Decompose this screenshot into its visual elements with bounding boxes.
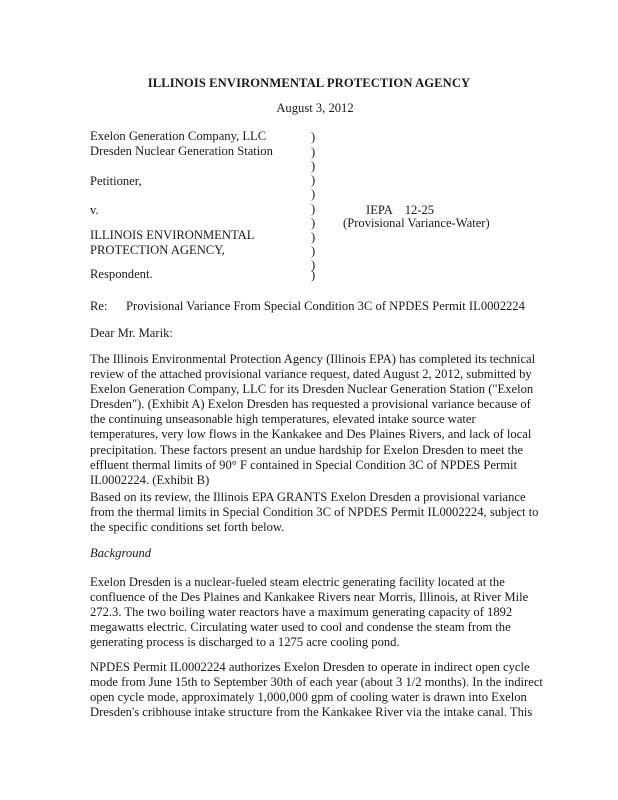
caption-paren: ) bbox=[311, 230, 316, 244]
caption-paren: ) bbox=[311, 244, 316, 258]
caption-paren: ) bbox=[311, 173, 316, 187]
caption-line: v. bbox=[90, 203, 99, 217]
caption-paren: ) bbox=[311, 159, 316, 173]
paragraph-line: precipitation. These factors present an undue hardship for Exelon Dresden to meet the bbox=[90, 442, 524, 457]
caption-line: Exelon Generation Company, LLC bbox=[90, 129, 267, 143]
caption-line: Petitioner, bbox=[90, 174, 142, 188]
caption-line: PROTECTION AGENCY, bbox=[90, 243, 225, 257]
paragraph-line: Dresden"). (Exhibit A) Exelon Dresden has requested a provisional variance because of bbox=[90, 397, 531, 412]
paragraph-line: Based on its review, the Illinois EPA GRANTS Exelon Dresden a provisional variance bbox=[90, 490, 526, 504]
paragraph-line: review of the attached provisional variance request, dated August 2, 2012, submitted by bbox=[90, 367, 532, 382]
body-paragraph-3 bbox=[90, 575, 530, 650]
paragraph-line: IL0002224. (Exhibit B) bbox=[90, 472, 210, 487]
case-number: IEPA 12-25 bbox=[366, 203, 435, 217]
caption-paren: ) bbox=[311, 130, 316, 144]
paragraph-line: Exelon Dresden is a nuclear-fueled steam electric generating facility located at the bbox=[90, 575, 505, 589]
background-heading: Background bbox=[90, 546, 152, 560]
letter-date: August 3, 2012 bbox=[276, 101, 354, 115]
paragraph-line: 272.3. The two boiling water reactors have a maximum generating capacity of 1892 bbox=[90, 605, 513, 620]
paragraph-line: The Illinois Environmental Protection Agency (Illinois EPA) has completed its technical bbox=[90, 352, 536, 366]
paragraph-line: Exelon Generation Company, LLC for its Dresden Nuclear Generation Station ("Exelon bbox=[90, 382, 534, 397]
paragraph-line: from the thermal limits in Special Condition 3C of NPDES Permit IL0002224, subject to bbox=[90, 505, 539, 520]
caption-line: ILLINOIS ENVIRONMENTAL bbox=[90, 228, 255, 242]
paragraph-line: megawatts electric. Circulating water used to cool and condense the steam from the bbox=[90, 620, 511, 635]
paragraph-line: Dresden's cribhouse intake structure from the Kankakee River via the intake canal. This bbox=[90, 705, 533, 720]
paragraph-line: generating process is discharged to a 1275 acre cooling pond. bbox=[90, 635, 400, 650]
case-type: (Provisional Variance-Water) bbox=[343, 216, 490, 230]
caption-line: Respondent. bbox=[90, 267, 153, 281]
paragraph-line: confluence of the Des Plaines and Kankakee Rivers near Morris, Illinois, at River Mile bbox=[90, 590, 529, 605]
paragraph-line: NPDES Permit IL0002224 authorizes Exelon Dresden to operate in indirect open cycle bbox=[90, 660, 530, 674]
caption-paren: ) bbox=[311, 216, 316, 230]
salutation: Dear Mr. Marik: bbox=[90, 326, 173, 340]
agency-title: ILLINOIS ENVIRONMENTAL PROTECTION AGENCY bbox=[147, 76, 471, 90]
caption-paren: ) bbox=[311, 202, 316, 216]
caption-paren: ) bbox=[311, 258, 316, 272]
paragraph-line: temperatures, very low flows in the Kankakee and Des Plaines Rivers, and lack of local bbox=[90, 427, 532, 442]
caption-paren: ) bbox=[311, 268, 316, 282]
paragraph-line: open cycle mode, approximately 1,000,000 gpm of cooling water is drawn into Exelon bbox=[90, 690, 527, 705]
caption-paren: ) bbox=[311, 187, 316, 201]
body-paragraph-4 bbox=[90, 660, 543, 720]
paragraph-line: mode from June 15th to September 30th of each year (about 3 1/2 months). In the indirect bbox=[90, 675, 543, 690]
paragraph-line: effluent thermal limits of 90° F contained in Special Condition 3C of NPDES Permit bbox=[90, 457, 518, 472]
re-label: Re: bbox=[90, 299, 108, 313]
body-paragraph-2 bbox=[90, 490, 539, 535]
caption-paren: ) bbox=[311, 145, 316, 159]
re-subject: Provisional Variance From Special Condition 3C of NPDES Permit IL0002224 bbox=[126, 299, 525, 313]
paragraph-line: the specific conditions set forth below. bbox=[90, 520, 285, 535]
paragraph-line: the continuing unseasonable high temperatures, elevated intake source water bbox=[90, 412, 476, 427]
body-paragraph-1 bbox=[90, 352, 536, 488]
caption-line: Dresden Nuclear Generation Station bbox=[90, 144, 273, 158]
